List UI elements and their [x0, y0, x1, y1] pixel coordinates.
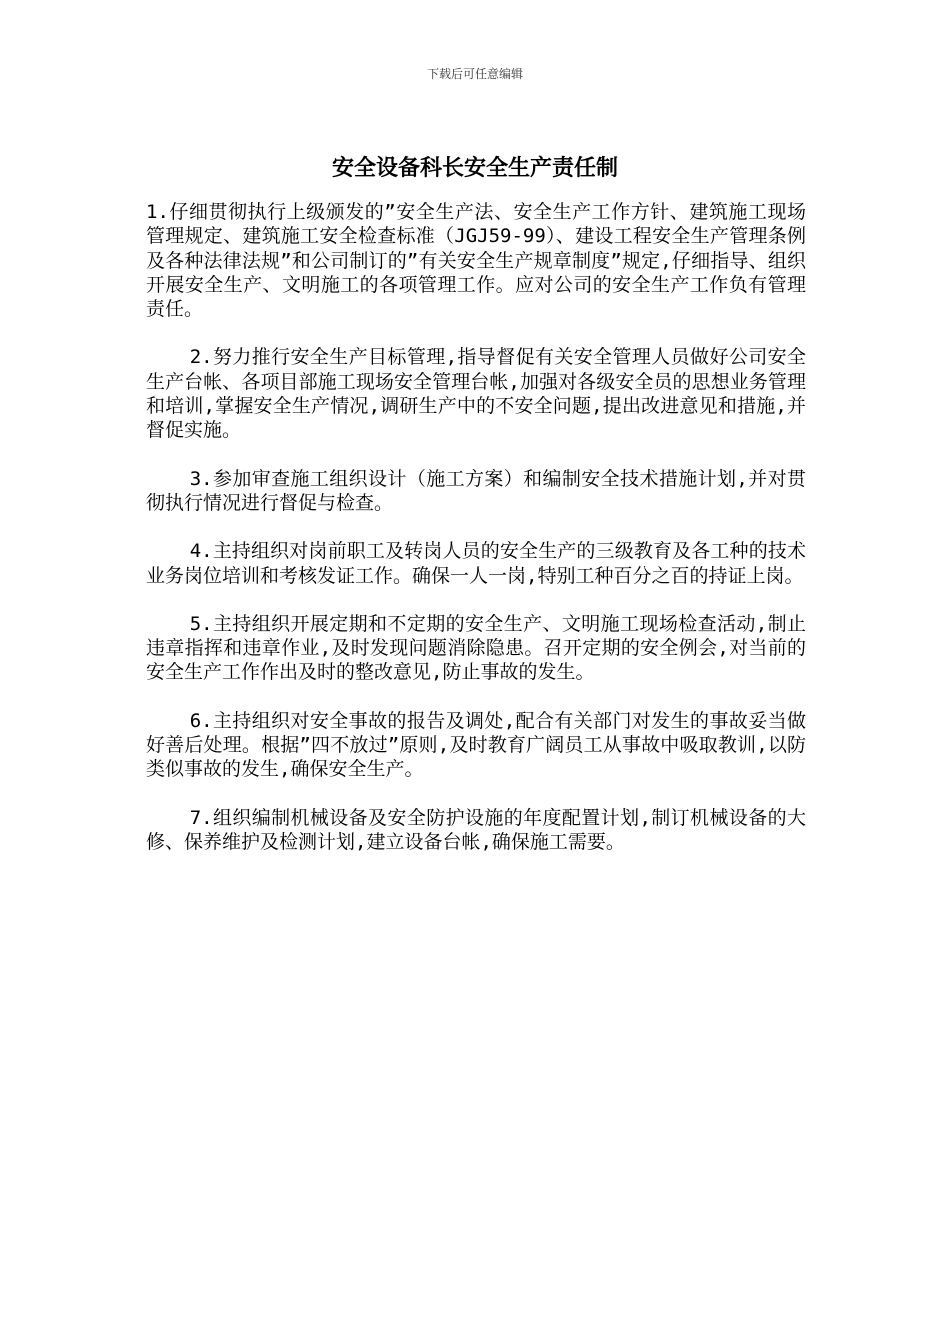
- paragraph-2: 2.努力推行安全生产目标管理,指导督促有关安全管理人员做好公司安全生产台帐、各项目部施工现场安全管理台帐,加强对各级安全员的思想业务管理和培训,掌握安全生产情况,调研生产中的不安全问题,提出改进意见和措施,并督促实施。: [146, 346, 806, 442]
- paragraph-5: 5.主持组织开展定期和不定期的安全生产、文明施工现场检查活动,制止违章指挥和违章作业,及时发现问题消除隐患。召开定期的安全例会,对当前的安全生产工作作出及时的整改意见,防止事故的发生。: [146, 612, 806, 684]
- paragraph-1: 1.仔细贯彻执行上级颁发的”安全生产法、安全生产工作方针、建筑施工现场管理规定、建筑施工安全检查标准（JGJ59-99）、建设工程安全生产管理条例及各种法律法规”和公司制订的”有关安全生产规章制度”规定,仔细指导、组织开展安全生产、文明施工的各项管理工作。应对公司的安全生产工作负有管理责任。: [146, 201, 806, 321]
- document-title: 安全设备科长安全生产责任制: [331, 156, 618, 181]
- header-note: 下载后可任意编辑: [426, 67, 523, 81]
- paragraph-7: 7.组织编制机械设备及安全防护设施的年度配置计划,制订机械设备的大修、保养维护及检测计划,建立设备台帐,确保施工需要。: [146, 806, 806, 853]
- paragraph-6: 6.主持组织对安全事故的报告及调处,配合有关部门对发生的事故妥当做好善后处理。根据”四不放过”原则,及时教育广阔员工从事故中吸取教训,以防类似事故的发生,确保安全生产。: [146, 709, 806, 781]
- document-body: [146, 200, 806, 878]
- paragraph-4: 4.主持组织对岗前职工及转岗人员的安全生产的三级教育及各工种的技术业务岗位培训和考核发证工作。确保一人一岗,特别工种百分之百的持证上岗。: [146, 540, 806, 587]
- paragraph-3: 3.参加审查施工组织设计（施工方案）和编制安全技术措施计划,并对贯彻执行情况进行督促与检查。: [146, 467, 806, 514]
